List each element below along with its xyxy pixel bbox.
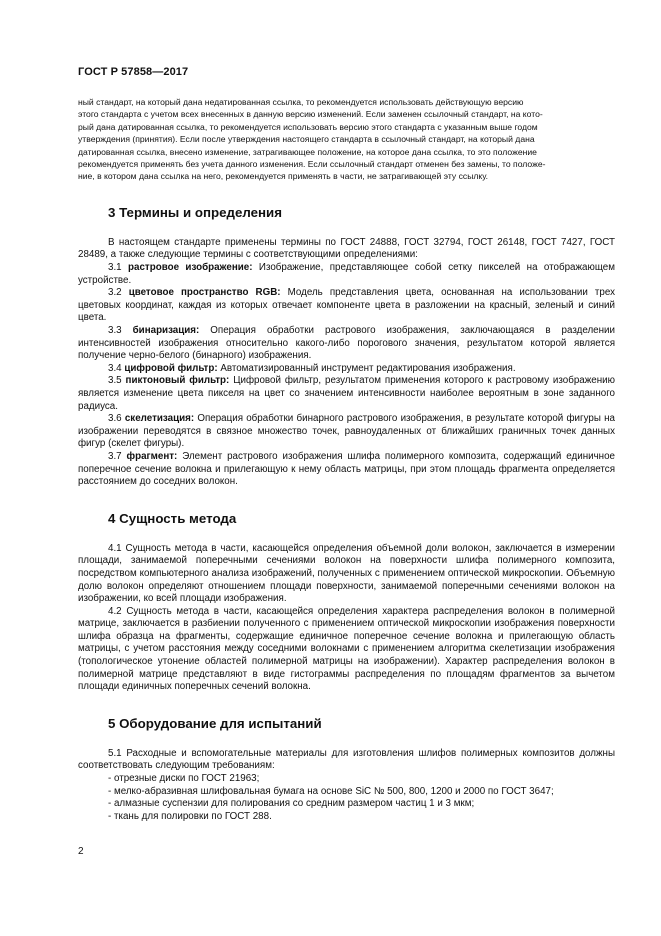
- list-item: - мелко-абразивная шлифовальная бумага на основе SiC № 500, 800, 1200 и 2000 по ГОСТ 3647;: [108, 785, 554, 797]
- paragraph-5-1: 5.1 Расходные и вспомогательные материалы для изготовления шлифов полимерных композитов должны соответствовать следующим требованиям:: [78, 747, 615, 772]
- term-definition: Изображение, представляющее собой сетку пикселей на отображающем устройстве.: [78, 262, 615, 286]
- section-4-title: 4 Сущность метода: [108, 510, 237, 526]
- term-3-3: [78, 325, 615, 363]
- term-3-5: [78, 375, 615, 413]
- term-3-1: [78, 262, 615, 287]
- term-definition: Модель представления цвета, основанная на использовании трех цветовых координат, каждая из которых отвечает компоненте цвета в разложении на красный, зеленый и синий цвета.: [78, 287, 615, 324]
- term-definition: Операция обработки растрового изображения, заключающаяся в разделении интенсивностей изображения относительно какого-либо порогового значения, результатом которой является получение черно-белого (бинарного) изображения.: [78, 325, 615, 362]
- term-definition: Элемент растрового изображения шлифа полимерного композита, содержащий единичное поперечное сечение волокна и прилегающую к нему область матрицы, при этом площадь фрагмента определяется расстоянием до соседних волокон.: [78, 450, 615, 488]
- term-name: растровое изображение:: [128, 262, 253, 274]
- continuation-line: этого стандарта с учетом всех внесенных в данную версию изменений. Если заменен ссылочный стандарт, на кото-: [78, 109, 543, 120]
- term-definition: Операция обработки бинарного растрового изображения, в результате которой фигуры на изображении переводятся в связное множество точек, равноудаленных от ближайших граничных точек данных фигур (скелет фигуры).: [78, 413, 615, 450]
- term-name: фрагмент:: [126, 450, 178, 462]
- term-3-2: [78, 287, 615, 325]
- term-number: 3.4: [108, 362, 122, 374]
- continuation-line: ние, в котором дана ссылка на него, рекомендуется применять в части, не затрагивающей эту ссылку.: [78, 171, 489, 182]
- term-number: 3.7: [108, 450, 122, 462]
- term-name: скелетизация:: [124, 413, 195, 425]
- document-header: ГОСТ Р 57858—2017: [78, 66, 189, 78]
- continuation-line: датированная ссылка, внесено изменение, затрагивающее положение, на которое дана ссылка, то это положение: [78, 146, 537, 157]
- list-item: - ткань для полировки по ГОСТ 288.: [108, 810, 272, 822]
- paragraph-4-2: 4.2 Сущность метода в части, касающейся определения характера распределения волокон в полимерной матрице, заключается в разбиении полученного с применением оптической микроскопии изображения поверхности шлифа образца на фрагменты, содержащие единичное поперечное сечение волокна и прилегающую область матрицы, с учетом расстояния между соседними волокнами с применением алгоритма скелетизации изображения (топологическое утонение областей полимерной матрицы на изображении). Характер распределения волокон в полимерной матрице представляют в виде гистограммы распределения по площадям фрагментов за вычетом площади единичных поперечных сечений волокна.: [78, 605, 615, 693]
- term-number: 3.6: [108, 413, 122, 425]
- section-5-title: 5 Оборудование для испытаний: [108, 715, 322, 731]
- paragraph-4-1: 4.1 Сущность метода в части, касающейся определения объемной доли волокон, заключается в измерении площади, занимаемой поперечными сечениями волокон на поверхности шлифа полимерного композита, посредством компьютерного анализа изображений, полученных с применением оптической микроскопии. Объемную долю волокон определяют отношением площади поверхности, занимаемой поперечными сечениями волокон на изображении, ко всей площади изображения.: [78, 542, 615, 605]
- term-name: цветовое пространство RGB:: [128, 287, 281, 299]
- term-number: 3.5: [108, 375, 122, 387]
- term-number: 3.3: [108, 325, 122, 336]
- term-name: цифровой фильтр:: [124, 362, 218, 374]
- list-item: - отрезные диски по ГОСТ 21963;: [108, 773, 260, 785]
- term-3-7: [78, 451, 615, 489]
- continuation-line: утверждения (принятия). Если после утверждения настоящего стандарта в ссылочный стандарт, на который дана: [78, 134, 535, 145]
- term-name: пиктоновый фильтр:: [125, 375, 230, 387]
- term-number: 3.2: [108, 287, 122, 299]
- list-item: - алмазные суспензии для полирования со средним размером частиц 1 и 3 мкм;: [108, 798, 475, 810]
- term-number: 3.1: [108, 262, 122, 274]
- continuation-line: рый дана датированная ссылка, то рекомендуется использовать версию этого стандарта с указанным выше годом: [78, 121, 538, 132]
- page-number: 2: [78, 846, 84, 857]
- term-name: бинаризация:: [132, 325, 200, 336]
- section-3-intro: В настоящем стандарте применены термины по ГОСТ 24888, ГОСТ 32794, ГОСТ 26148, ГОСТ 7427, ГОСТ 28489, а также следующие термины с соответствующими определениями:: [78, 236, 615, 261]
- continuation-line: рекомендуется применять без учета данного изменения. Если ссылочный стандарт отменен без замены, то положе-: [78, 159, 546, 170]
- continuation-line: ный стандарт, на который дана недатированная ссылка, то рекомендуется использовать действующую версию: [78, 97, 524, 107]
- term-definition: Автоматизированный инструмент редактирования изображения.: [220, 362, 516, 374]
- continuation-paragraph: [78, 96, 615, 183]
- term-definition: Цифровой фильтр, результатом применения которого к растровому изображению является изменение цвета пикселя на цвет со значением интенсивности наиболее вероятным в зоне заданного радиуса.: [78, 375, 615, 412]
- term-3-6: [78, 413, 615, 451]
- term-3-4: [78, 363, 615, 376]
- section-3-title: 3 Термины и определения: [108, 204, 282, 220]
